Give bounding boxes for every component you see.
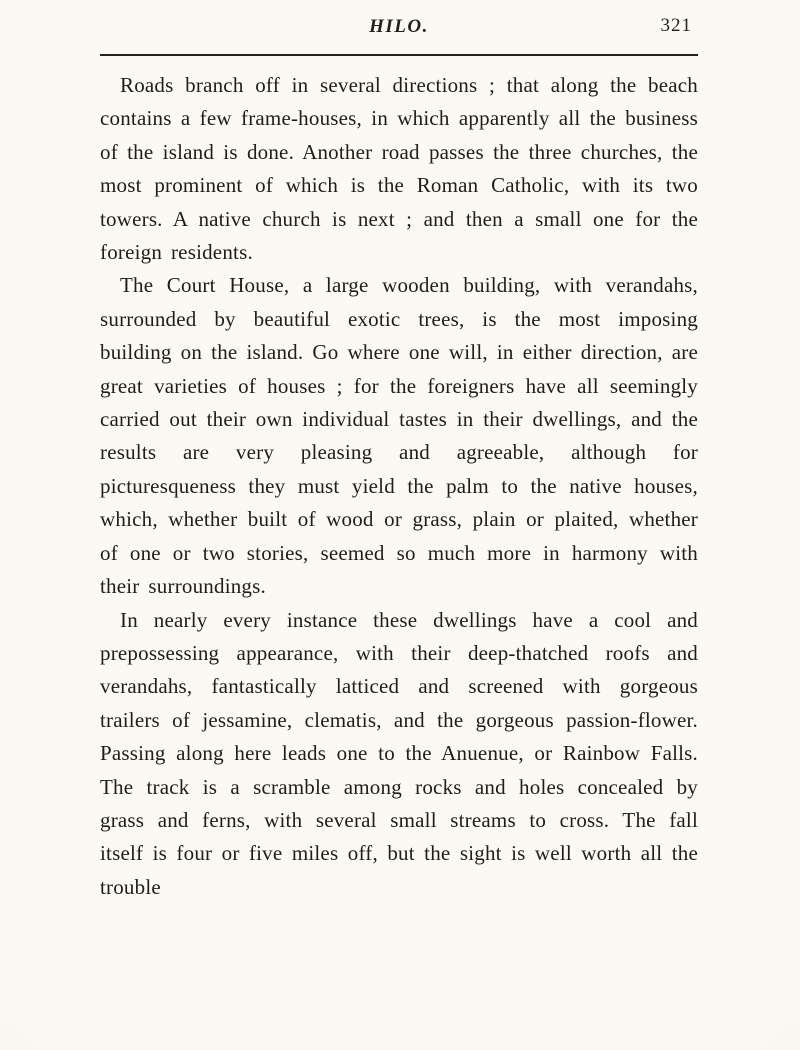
paragraph-2: The Court House, a large wooden building, with verandahs, surrounded by beautiful exotic trees, is the most imposing building on the island. Go where one will, in either direction, are great varieties of houses ; for the foreigners have all seemingly carried out their own individual tastes in their dwellings, and the results are very pleasing and agreeable, although for picturesqueness they must yield the palm to the native houses, which, whether built of wood or grass, plain or plaited, whether of one or two stories, seemed so much more in harmony with their surroundings.	[100, 273, 698, 599]
page-body	[100, 69, 698, 904]
header-rule	[100, 54, 698, 56]
paragraph-3: In nearly every instance these dwellings have a cool and prepossessing appearance, with their deep-thatched roofs and verandahs, fantastically latticed and screened with gorgeous trailers of jessamine, clematis, and the gorgeous passion-flower. Passing along here leads one to the Anuenue, or Rainbow Falls. The track is a scramble among rocks and holes concealed by grass and ferns, with several small streams to cross. The fall itself is four or five miles off, but the sight is well worth all the trouble	[100, 607, 698, 899]
paragraph-1: Roads branch off in several directions ; that along the beach contains a few frame-houses, in which apparently all the business of the island is done. Another road passes the three churches, the most prominent of which is the Roman Catholic, with its two towers. A native church is next ; and then a small one for the foreign residents.	[100, 73, 698, 265]
running-title: HILO.	[369, 16, 429, 37]
page-number: 321	[660, 15, 692, 36]
page-header	[100, 14, 698, 46]
